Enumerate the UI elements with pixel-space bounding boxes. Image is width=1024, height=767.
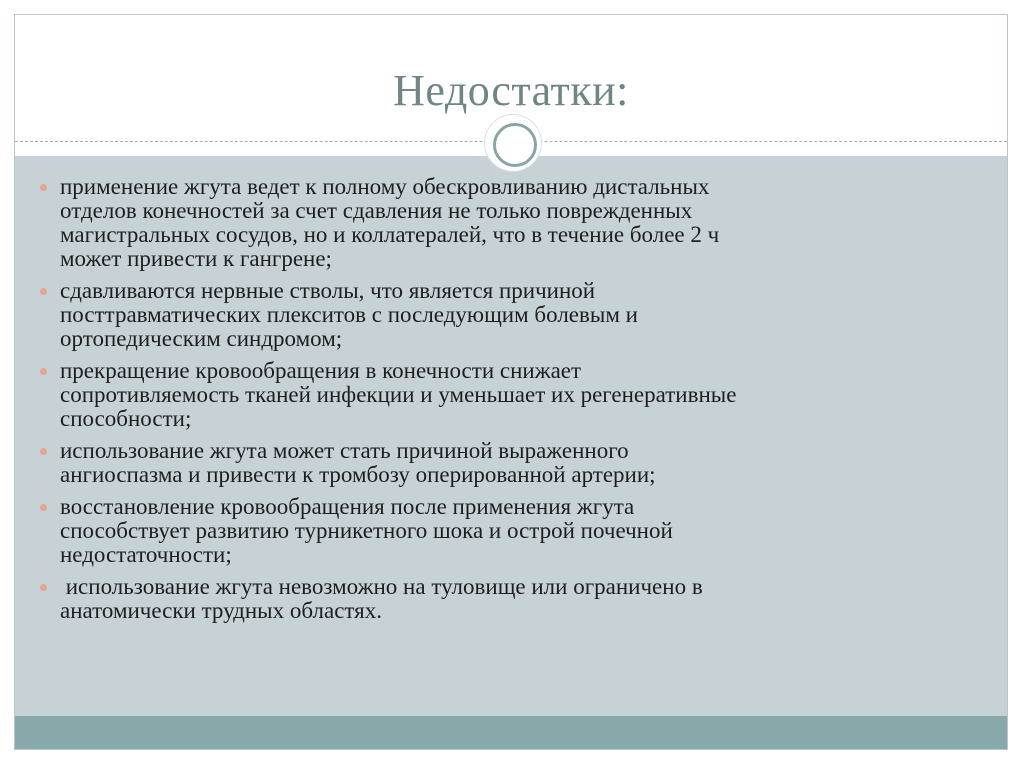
list-item bbox=[40, 175, 970, 271]
bullet-dot-icon bbox=[40, 504, 47, 511]
list-item bbox=[40, 575, 970, 623]
bottom-band bbox=[15, 716, 1007, 750]
bullet-dot-icon bbox=[40, 288, 47, 295]
ornament-ring bbox=[493, 123, 537, 167]
bullet-dot-icon bbox=[40, 448, 47, 455]
bullet-list bbox=[40, 175, 970, 631]
list-item bbox=[40, 359, 970, 431]
list-item bbox=[40, 495, 970, 567]
slide-title: Недостатки: bbox=[393, 66, 629, 115]
list-item bbox=[40, 439, 970, 487]
list-item-text: сдавливаются нервные стволы, что является причиной посттравматических плекситов с последующим болевым и ортопедическим синдромом; bbox=[60, 278, 638, 351]
list-item-text: использование жгута может стать причиной выраженного ангиоспазма и привести к тромбозу оперированной артерии; bbox=[60, 438, 656, 487]
list-item-text: прекращение кровообращения в конечности снижает сопротивляемость тканей инфекции и уменьшает их регенеративные способности; bbox=[60, 358, 737, 431]
list-item-text: применение жгута ведет к полному обескровливанию дистальных отделов конечностей за счет сдавления не только поврежденных магистральных сосудов, но и коллатералей, что в течение более 2 ч может привести к гангрене; bbox=[60, 174, 720, 271]
list-item bbox=[40, 279, 970, 351]
bullet-dot-icon bbox=[40, 368, 47, 375]
bullet-dot-icon bbox=[40, 584, 47, 591]
list-item-text: использование жгута невозможно на туловище или ограничено в анатомически трудных областях. bbox=[60, 574, 703, 623]
list-item-text: восстановление кровообращения после применения жгута способствует развитию турникетного шока и острой почечной недостаточности; bbox=[60, 494, 673, 567]
bullet-dot-icon bbox=[40, 184, 47, 191]
circle-ring-icon bbox=[485, 115, 541, 171]
